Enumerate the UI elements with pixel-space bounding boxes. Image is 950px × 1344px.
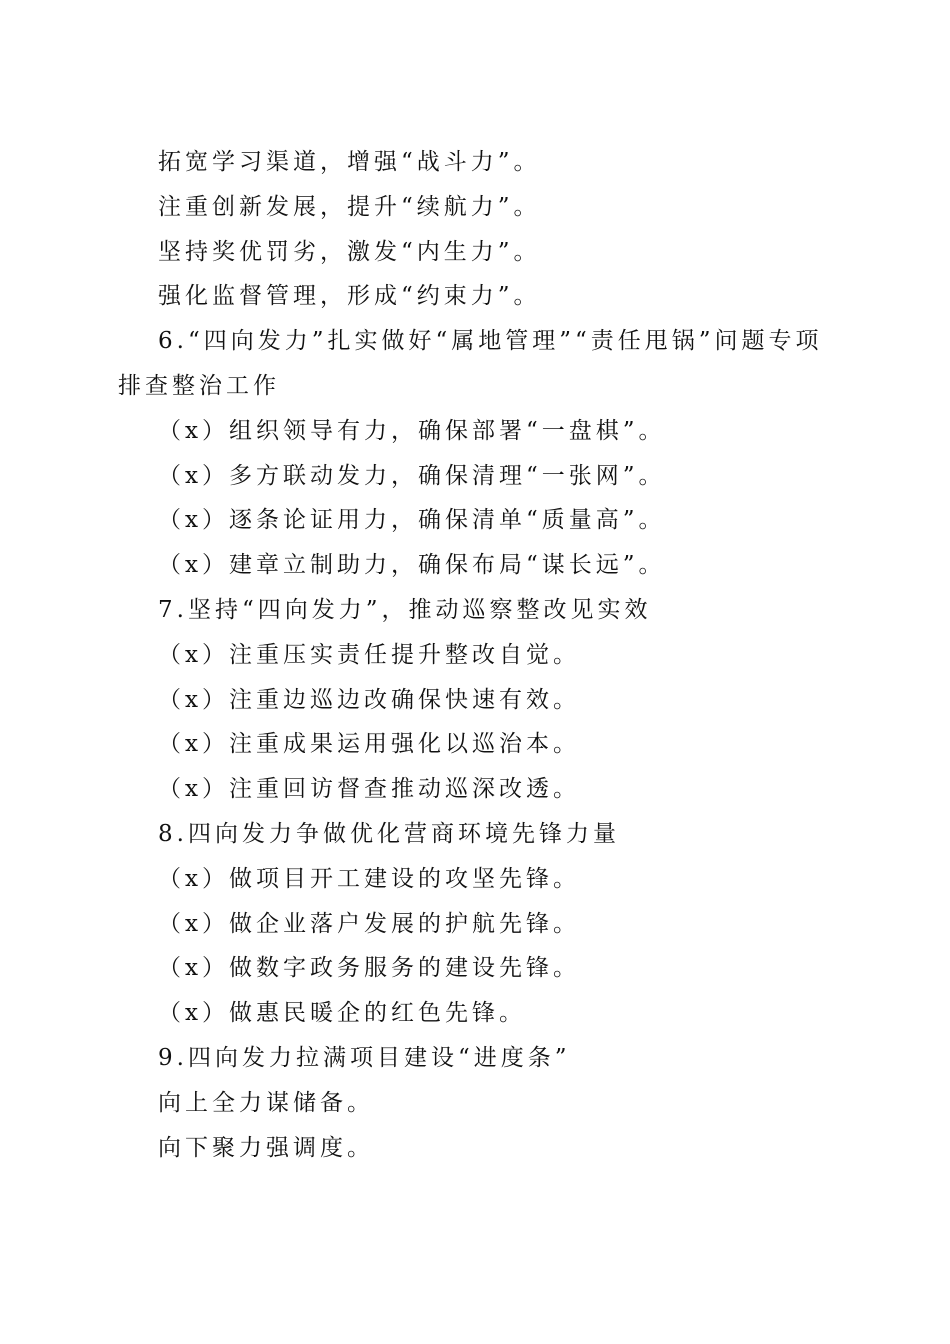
section-7-heading: 7.坚持“四向发力”，推动巡察整改见实效 [158, 596, 652, 623]
list-item: （x）注重压实责任提升整改自觉。 [158, 641, 580, 668]
section-6-heading: 6.“四向发力”扎实做好“属地管理”“责任甩锅”问题专项排查整治工作 [118, 328, 823, 399]
list-item: （x）注重回访督查推动巡深改透。 [158, 776, 580, 803]
paragraph: 注重创新发展，提升“续航力”。 [158, 193, 541, 220]
list-item: （x）做数字政务服务的建设先锋。 [158, 955, 580, 982]
section-9-heading: 9.四向发力拉满项目建设“进度条” [158, 1044, 571, 1071]
section-8-heading: 8.四向发力争做优化营商环境先锋力量 [158, 820, 620, 847]
document-body [118, 140, 838, 1170]
list-item: （x）组织领导有力，确保部署“一盘棋”。 [158, 417, 666, 444]
list-item: 向下聚力强调度。 [158, 1134, 374, 1161]
list-item: 向上全力谋储备。 [158, 1089, 374, 1116]
list-item: （x）做惠民暖企的红色先锋。 [158, 1000, 526, 1027]
list-item: （x）注重边巡边改确保快速有效。 [158, 686, 580, 713]
paragraph: 强化监督管理，形成“约束力”。 [158, 283, 541, 310]
paragraph: 坚持奖优罚劣，激发“内生力”。 [158, 238, 541, 265]
list-item: （x）建章立制助力，确保布局“谋长远”。 [158, 552, 666, 579]
list-item: （x）多方联动发力，确保清理“一张网”。 [158, 462, 666, 489]
list-item: （x）做企业落户发展的护航先锋。 [158, 910, 580, 937]
list-item: （x）做项目开工建设的攻坚先锋。 [158, 865, 580, 892]
paragraph: 拓宽学习渠道，增强“战斗力”。 [158, 149, 541, 175]
list-item: （x）逐条论证用力，确保清单“质量高”。 [158, 507, 666, 534]
list-item: （x）注重成果运用强化以巡治本。 [158, 731, 580, 758]
